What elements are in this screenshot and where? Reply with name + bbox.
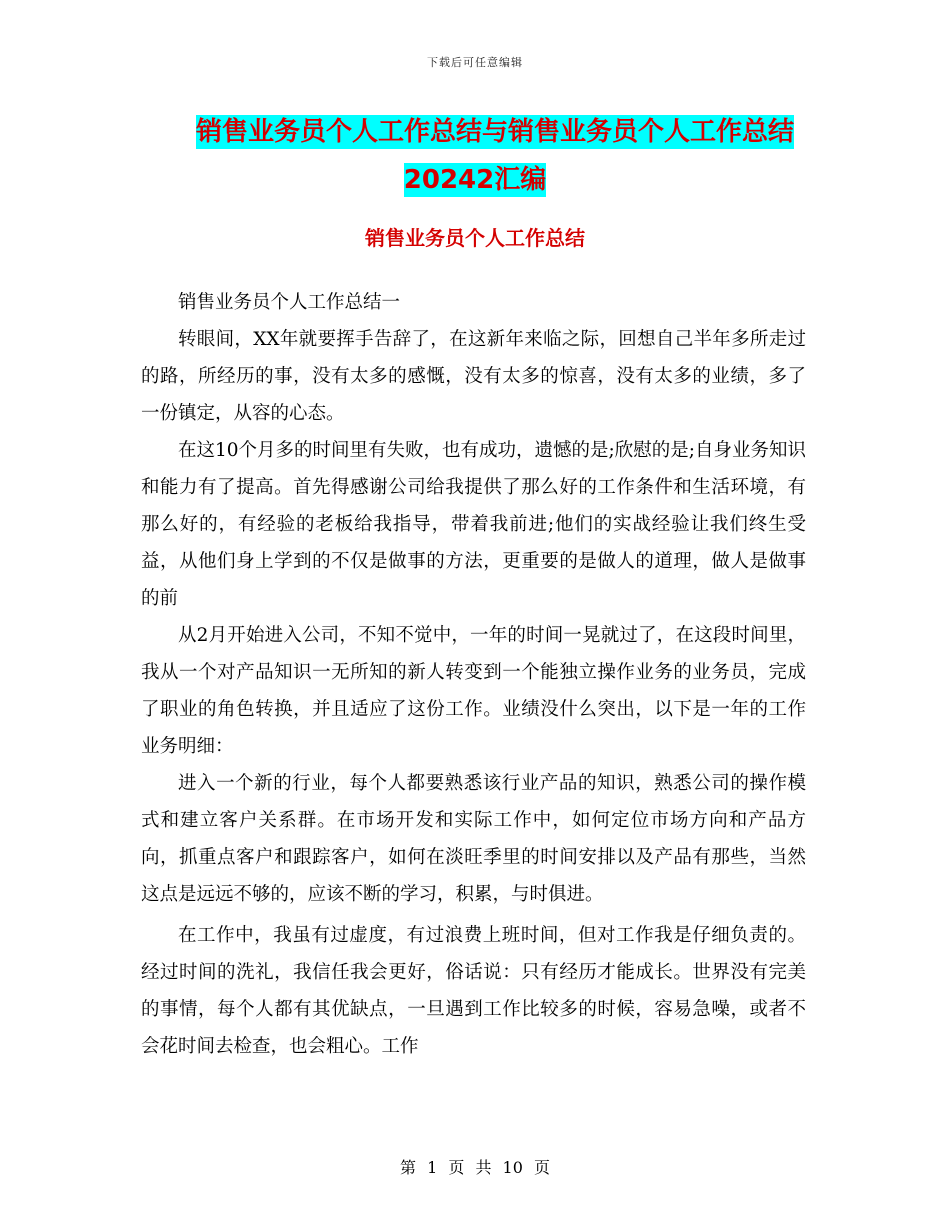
paragraph: 在这10个月多的时间里有失败，也有成功，遗憾的是;欣慰的是;自身业务知识和能力有了提高。首先得感谢公司给我提供了那么好的工作条件和生活环境，有那么好的，有经验的老板给我指导，带着我前进;他们的实战经验让我们终生受益，从他们身上学到的不仅是做事的方法，更重要的是做人的道理，做人是做事的前: [141, 440, 807, 609]
header-note: 下载后可任意编辑: [427, 56, 523, 69]
document-title: [0, 108, 950, 204]
page-footer: 第 1 页 共 10 页: [400, 1158, 550, 1177]
document-body: [141, 284, 806, 1065]
title-line-1: 销售业务员个人工作总结与销售业务员个人工作总结: [195, 117, 794, 147]
paragraph: 转眼间，XX年就要挥手告辞了，在这新年来临之际，回想自己半年多所走过的路，所经历的事，没有太多的感慨，没有太多的惊喜，没有太多的业绩，多了一份镇定，从容的心态。: [141, 329, 806, 424]
paragraph: 从2月开始进入公司，不知不觉中，一年的时间一晃就过了，在这段时间里，我从一个对产品知识一无所知的新人转变到一个能独立操作业务的业务员，完成了职业的角色转换，并且适应了这份工作。业绩没什么突出，以下是一年的工作业务明细：: [141, 625, 806, 757]
paragraph: 在工作中，我虽有过虚度，有过浪费上班时间，但对工作我是仔细负责的。经过时间的洗礼，我信任我会更好，俗话说：只有经历才能成长。世界没有完美的事情，每个人都有其优缺点，一旦遇到工作比较多的时候，容易急噪，或者不会花时间去检查，也会粗心。工作: [141, 925, 806, 1057]
paragraph-subheading: 销售业务员个人工作总结一: [178, 292, 401, 313]
title-line-2: 20242汇编: [403, 165, 547, 195]
paragraph: 进入一个新的行业，每个人都要熟悉该行业产品的知识，熟悉公司的操作模式和建立客户关系群。在市场开发和实际工作中，如何定位市场方向和产品方向，抓重点客户和跟踪客户，如何在淡旺季里的时间安排以及产品有那些，当然这点是远远不够的，应该不断的学习，积累，与时俱进。: [141, 773, 806, 905]
section-title: 销售业务员个人工作总结: [365, 226, 585, 250]
